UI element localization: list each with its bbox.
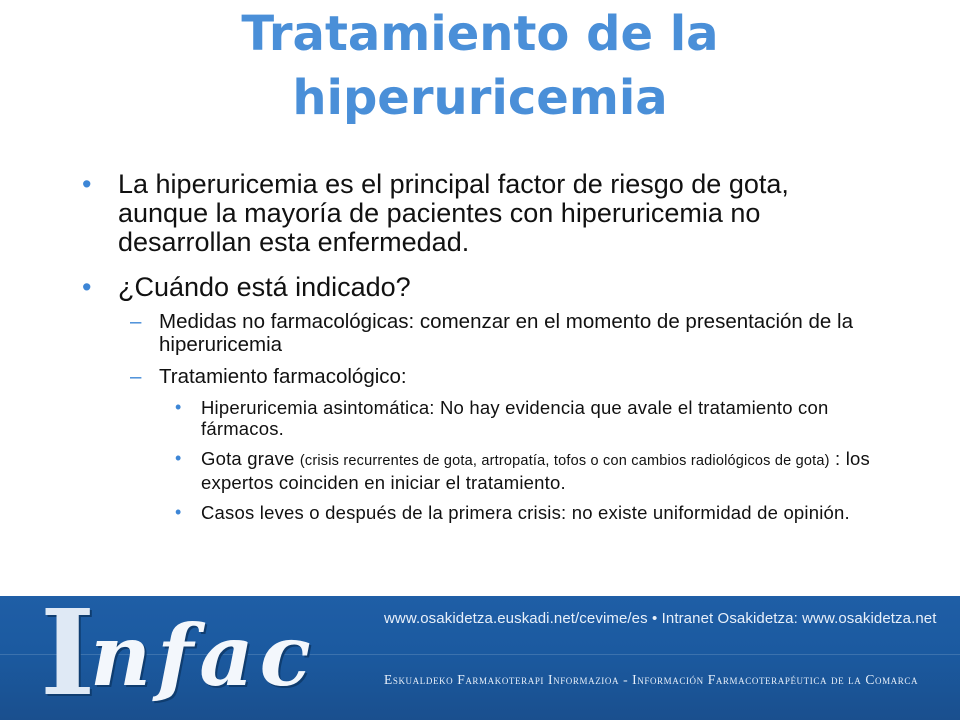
sub-sub-bullet-text: Casos leves o después de la primera crisis: no existe uniformidad de opinión.	[201, 502, 850, 523]
bullet-icon: •	[175, 502, 182, 522]
footer-urls: www.osakidetza.euskadi.net/cevime/es • Intranet Osakidetza: www.osakidetza.net	[384, 610, 937, 627]
sub-sub-bullet-tail: : los expertos coinciden en iniciar el tratamiento.	[201, 448, 870, 493]
sub-sub-bullet-item	[80, 397, 870, 439]
logo-initial: I	[40, 596, 96, 720]
bullet-text: ¿Cuándo está indicado?	[118, 272, 411, 302]
bullet-text: La hiperuricemia es el principal factor de riesgo de gota, aunque la mayoría de pacientes con hiperuricemia no desarrollan esta enfermedad.	[118, 169, 789, 257]
dash-icon: –	[130, 365, 142, 388]
slide-body	[80, 170, 870, 532]
slide-title-line2: hiperuricemia	[292, 70, 668, 126]
footer-tagline: Eskualdeko Farmakoterapi Informazioa - Información Farmacoterapéutica de la Comarca	[384, 672, 919, 687]
sub-sub-bullet-item	[80, 448, 870, 493]
slide-title	[0, 2, 960, 130]
dash-icon: –	[130, 310, 142, 333]
sub-bullet-item	[80, 365, 870, 388]
bullet-item	[80, 170, 870, 257]
footer-banner	[0, 596, 960, 720]
sub-sub-bullet-item	[80, 502, 870, 523]
sub-sub-bullet-note: (crisis recurrentes de gota, artropatía, tofos o con cambios radiológicos de gota)	[299, 453, 830, 469]
bullet-icon: •	[175, 448, 182, 468]
sub-bullet-text: Tratamiento farmacológico:	[159, 365, 407, 388]
sub-sub-bullet-lead: Gota grave	[201, 448, 300, 469]
bullet-icon: •	[175, 397, 182, 417]
logo-text: nfac	[90, 606, 317, 705]
bullet-icon: •	[82, 272, 92, 302]
sub-sub-bullet-text: Hiperuricemia asintomática: No hay evidencia que avale el tratamiento con fármacos.	[201, 397, 829, 439]
sub-bullet-item	[80, 310, 870, 356]
bullet-icon: •	[82, 169, 92, 199]
bullet-item	[80, 273, 870, 302]
slide-title-line1: Tratamiento de la	[241, 6, 719, 62]
sub-bullet-text: Medidas no farmacológicas: comenzar en el momento de presentación de la hiperuricemia	[159, 310, 853, 356]
